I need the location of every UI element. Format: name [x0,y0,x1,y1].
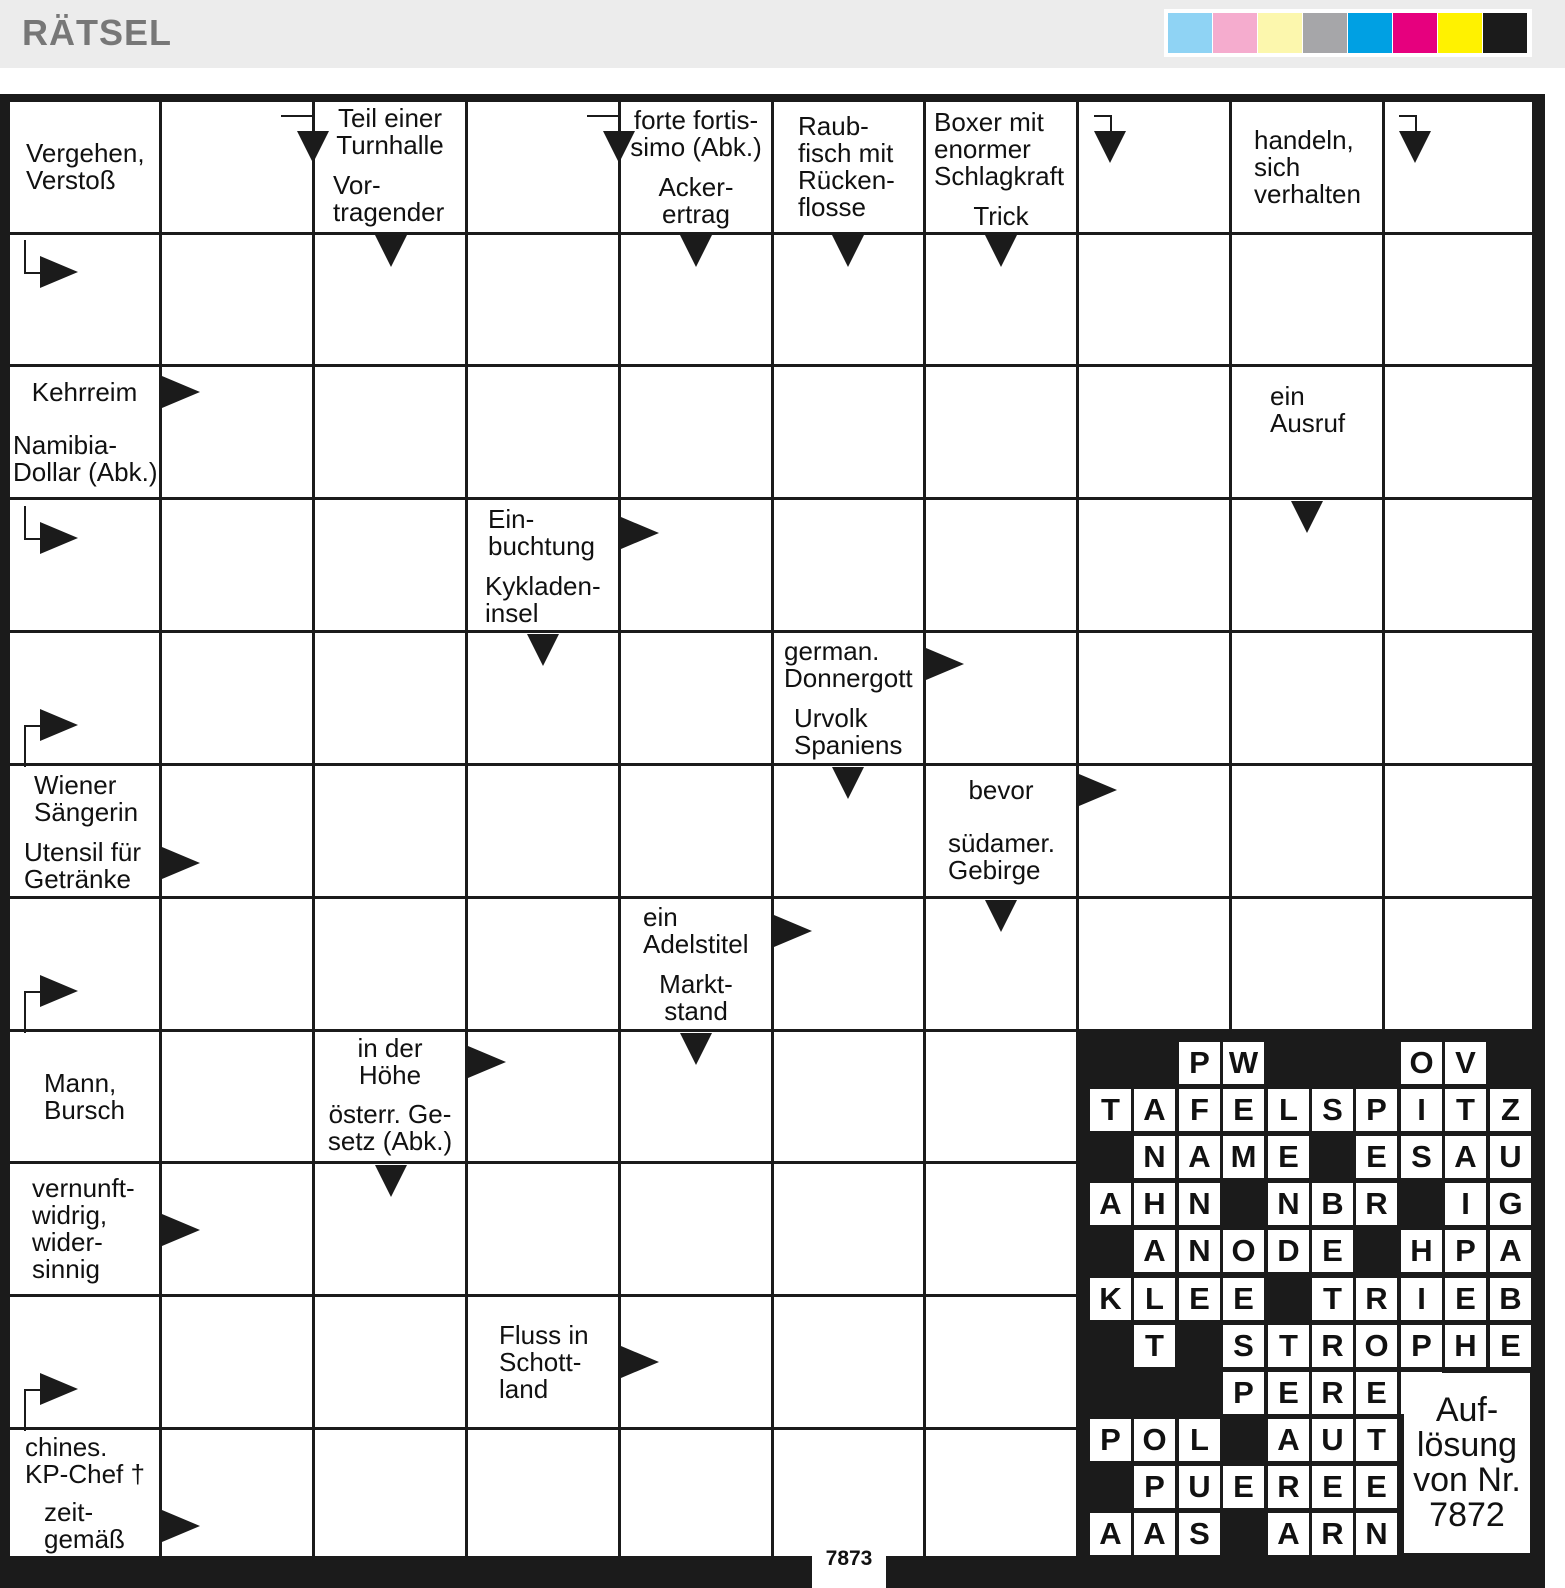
letter-cell[interactable] [315,500,465,630]
letter-cell[interactable] [1079,899,1229,1029]
clue-text: Acker- ertrag [658,171,734,229]
clue-text: Teil einer Turnhalle [336,103,444,160]
clue-text: bevor [968,775,1034,805]
color-swatch [1348,13,1392,53]
solution-letter: O [1134,1419,1175,1461]
clue-text: österr. Ge- setz (Abk.) [327,1098,453,1156]
letter-cell[interactable] [1079,235,1229,364]
letter-cell[interactable] [1232,235,1382,364]
clue-donnergott [774,633,923,697]
arrow-right-icon [162,376,200,408]
clue-mann [10,1032,159,1161]
arrow-down-icon [832,767,864,799]
clue-kehrreim [10,367,159,417]
letter-cell[interactable] [1079,367,1229,497]
bent-arrow-down-icon [297,131,329,163]
letter-cell[interactable] [468,367,618,497]
clue-text: zeit- gemäß [44,1496,125,1554]
color-swatch [1393,13,1437,53]
clue-text: Namibia- Dollar (Abk.) [13,429,158,487]
solution-letter: W [1223,1042,1264,1084]
clue-text: Urvolk Spaniens [794,702,903,760]
letter-cell[interactable] [162,633,312,763]
clue-text: Utensil für Getränke [24,836,142,894]
arrow-down-icon [1291,501,1323,533]
solution-letter: I [1401,1278,1442,1320]
letter-cell[interactable] [1079,500,1229,630]
letter-cell[interactable] [774,1297,923,1427]
solution-letter: O [1356,1325,1397,1367]
solution-letter: E [1312,1230,1353,1272]
solution-letter: E [1356,1372,1397,1414]
clue-hoehe [315,1032,465,1091]
letter-cell[interactable] [774,500,923,630]
solution-letter: T [1268,1325,1309,1367]
solution-letter: D [1268,1230,1309,1272]
clue-text: forte fortis- simo (Abk.) [630,105,762,162]
solution-letter: R [1312,1325,1353,1367]
letter-cell[interactable] [774,1164,923,1294]
color-swatch [1213,13,1257,53]
letter-cell[interactable] [162,500,312,630]
color-swatch [1168,13,1212,53]
arrow-right-icon [162,1510,200,1542]
clue-gesetz [315,1094,465,1161]
clue-boxer [926,102,1076,197]
solution-letter: E [1223,1278,1264,1320]
solution-letter: Z [1490,1089,1531,1131]
letter-cell[interactable] [468,1164,618,1294]
solution-letter: P [1445,1230,1486,1272]
solution-letter: N [1268,1183,1309,1225]
letter-cell[interactable] [315,899,465,1029]
solution-letter: N [1134,1136,1175,1178]
letter-cell[interactable] [621,633,771,763]
solution-letter: S [1179,1513,1220,1555]
solution-letter: A [1268,1513,1309,1555]
solution-letter: L [1134,1278,1175,1320]
clue-text: südamer. Gebirge [948,828,1055,885]
arrow-right-icon [468,1046,506,1078]
solution-letter: A [1090,1513,1131,1555]
letter-cell[interactable] [1385,500,1532,630]
solution-letter: P [1179,1042,1220,1084]
letter-cell[interactable] [926,500,1076,630]
solution-letter: E [1490,1325,1531,1367]
letter-cell[interactable] [621,1164,771,1294]
clue-urvolk [774,700,923,763]
solution-letter: O [1401,1042,1442,1084]
solution-letter: O [1223,1230,1264,1272]
solution-letter: H [1134,1183,1175,1225]
solution-letter: T [1312,1278,1353,1320]
bent-arrow-down-icon [1094,131,1126,163]
clue-text: in der Höhe [357,1032,423,1090]
letter-cell[interactable] [926,1164,1076,1294]
letter-cell[interactable] [315,1430,465,1556]
solution-letter: U [1490,1136,1531,1178]
arrow-down-icon [680,235,712,267]
letter-cell[interactable] [1232,899,1382,1029]
letter-cell[interactable] [315,633,465,763]
clue-ausruf [1232,367,1382,453]
clue-text: Trick [973,200,1029,231]
letter-cell[interactable] [774,367,923,497]
puzzle-number: 7873 [812,1546,886,1588]
letter-cell[interactable] [315,1297,465,1427]
clue-namibia [10,420,159,497]
clue-kykladen [468,569,618,630]
letter-cell[interactable] [315,766,465,896]
letter-cell[interactable] [468,235,618,364]
solution-letter: F [1179,1089,1220,1131]
solution-letter: N [1356,1513,1397,1555]
letter-cell[interactable] [162,1032,312,1161]
letter-cell[interactable] [926,1430,1076,1556]
clue-text: Markt- stand [659,968,733,1026]
solution-letter: V [1445,1042,1486,1084]
solution-letter: T [1134,1325,1175,1367]
clue-text: Mann, Bursch [44,1067,125,1125]
clue-utensil [10,835,159,896]
arrow-right-icon [621,517,659,549]
clue-trick [926,200,1076,232]
solution-letter: B [1490,1278,1531,1320]
solution-letter: A [1134,1230,1175,1272]
clue-gebirge [926,818,1076,896]
solution-letter: P [1090,1419,1131,1461]
letter-cell[interactable] [774,1430,923,1556]
bent-arrow-right-icon [40,1373,78,1405]
solution-letter: R [1312,1372,1353,1414]
clue-vernunftwidrig [10,1164,159,1294]
crossword-grid [0,94,1545,1588]
clue-adelstitel [621,899,771,963]
letter-cell[interactable] [1385,367,1532,497]
solution-letter: E [1312,1466,1353,1508]
letter-cell[interactable] [621,766,771,896]
clue-text: Boxer mit enormer Schlagkraft [934,107,1065,191]
clue-vortragender [315,165,465,232]
color-swatch [1303,13,1347,53]
clue-text: chines. KP-Chef † [25,1432,145,1489]
header-bar [0,0,1565,68]
solution-letter: K [1090,1278,1131,1320]
clue-forte [621,102,771,166]
arrow-right-icon [774,915,812,947]
solution-letter: T [1445,1089,1486,1131]
clue-text: Vor- tragender [333,169,445,227]
bent-arrow-right-icon [40,522,78,554]
solution-letter: U [1179,1466,1220,1508]
solution-letter: I [1401,1089,1442,1131]
letter-cell[interactable] [1079,633,1229,763]
letter-cell[interactable] [468,766,618,896]
bent-arrow-right-icon [40,256,78,288]
bent-arrow-down-icon [603,131,635,163]
clue-kp-chef [10,1430,159,1492]
clue-text: ein Ausruf [1270,381,1346,438]
letter-cell[interactable] [162,1297,312,1427]
clue-saengerin [10,766,159,832]
solution-letter: R [1312,1513,1353,1555]
clue-text: german. Donnergott [784,636,913,693]
clue-zeitgemaess [10,1495,159,1556]
clue-fluss [468,1297,618,1427]
letter-cell[interactable] [1385,633,1532,763]
solution-letter: E [1268,1372,1309,1414]
solution-letter: P [1223,1372,1264,1414]
clue-text: Raub- fisch mit Rücken- flosse [798,111,895,222]
clue-teil-turnhalle [315,102,465,162]
letter-cell[interactable] [1385,766,1532,896]
solution-letter: S [1401,1136,1442,1178]
solution-letter: R [1356,1183,1397,1225]
arrow-right-icon [1079,774,1117,806]
solution-letter: R [1268,1466,1309,1508]
clue-ackerertrag [621,169,771,232]
clue-text: Kykladen- insel [485,570,601,628]
solution-label: Auf- lösung von Nr. 7872 [1404,1373,1530,1553]
letter-cell[interactable] [1232,633,1382,763]
solution-letter: L [1179,1419,1220,1461]
solution-letter: H [1401,1230,1442,1272]
letter-cell[interactable] [926,1297,1076,1427]
print-color-bar [1164,9,1532,57]
arrow-right-icon [162,847,200,879]
letter-cell[interactable] [1385,899,1532,1029]
color-swatch [1483,13,1527,53]
solution-letter: I [1445,1183,1486,1225]
solution-letter: E [1268,1136,1309,1178]
solution-letter: E [1223,1466,1264,1508]
solution-letter: E [1223,1089,1264,1131]
clue-text: Ein- buchtung [488,504,595,561]
clue-text: ein Adelstitel [643,902,749,959]
solution-letter: E [1179,1278,1220,1320]
arrow-right-icon [162,1214,200,1246]
solution-letter: G [1490,1183,1531,1225]
letter-cell[interactable] [621,1430,771,1556]
color-swatch [1438,13,1482,53]
clue-text: Wiener Sängerin [34,770,139,827]
letter-cell[interactable] [468,899,618,1029]
letter-cell[interactable] [162,899,312,1029]
solution-letter: T [1356,1419,1397,1461]
clue-marktstand [621,966,771,1029]
solution-letter: A [1090,1183,1131,1225]
color-swatch [1258,13,1302,53]
solution-letter: E [1356,1136,1397,1178]
letter-cell[interactable] [468,1430,618,1556]
arrow-down-icon [375,1165,407,1197]
solution-letter: P [1134,1466,1175,1508]
solution-letter: B [1312,1183,1353,1225]
solution-letter: N [1179,1230,1220,1272]
letter-cell[interactable] [1232,766,1382,896]
clue-text: handeln, sich verhalten [1254,124,1361,209]
letter-cell[interactable] [1385,235,1532,364]
solution-letter: U [1312,1419,1353,1461]
clue-text: Fluss in Schott- land [499,1319,589,1404]
solution-letter: N [1179,1183,1220,1225]
bent-arrow-down-icon [1399,131,1431,163]
arrow-down-icon [832,235,864,267]
arrow-down-icon [375,235,407,267]
solution-letter: A [1134,1513,1175,1555]
solution-letter: A [1490,1230,1531,1272]
bent-arrow-right-icon [40,975,78,1007]
clue-text: Vergehen, Verstoß [26,138,145,195]
solution-letter: A [1179,1136,1220,1178]
clue-vergehen [10,102,159,232]
clue-raubfisch [774,102,923,232]
clue-bevor [926,766,1076,815]
arrow-down-icon [985,900,1017,932]
letter-cell[interactable] [315,367,465,497]
clue-handeln [1232,102,1382,232]
letter-cell[interactable] [926,1032,1076,1161]
solution-letter: R [1356,1278,1397,1320]
solution-letter: L [1268,1089,1309,1131]
solution-letter: H [1445,1325,1486,1367]
solution-letter: S [1312,1089,1353,1131]
solution-letter: E [1356,1466,1397,1508]
solution-letter: A [1445,1136,1486,1178]
solution-letter: P [1401,1325,1442,1367]
page-title: RÄTSEL [22,12,172,53]
arrow-down-icon [527,634,559,666]
bent-arrow-right-icon [40,709,78,741]
clue-text: Kehrreim [31,376,138,407]
solution-letter: A [1268,1419,1309,1461]
clue-text: vernunft- widrig, wider- sinnig [32,1173,135,1284]
arrow-down-icon [985,235,1017,267]
solution-letter: M [1223,1136,1264,1178]
solution-letter: E [1445,1278,1486,1320]
solution-letter: S [1223,1325,1264,1367]
arrow-right-icon [621,1346,659,1378]
solution-letter: P [1356,1089,1397,1131]
letter-cell[interactable] [774,1032,923,1161]
arrow-down-icon [680,1033,712,1065]
solution-letter: A [1134,1089,1175,1131]
letter-cell[interactable] [162,235,312,364]
clue-einbuchtung [468,500,618,566]
arrow-right-icon [926,648,964,680]
letter-cell[interactable] [621,367,771,497]
letter-cell[interactable] [926,367,1076,497]
solution-letter: T [1090,1089,1131,1131]
